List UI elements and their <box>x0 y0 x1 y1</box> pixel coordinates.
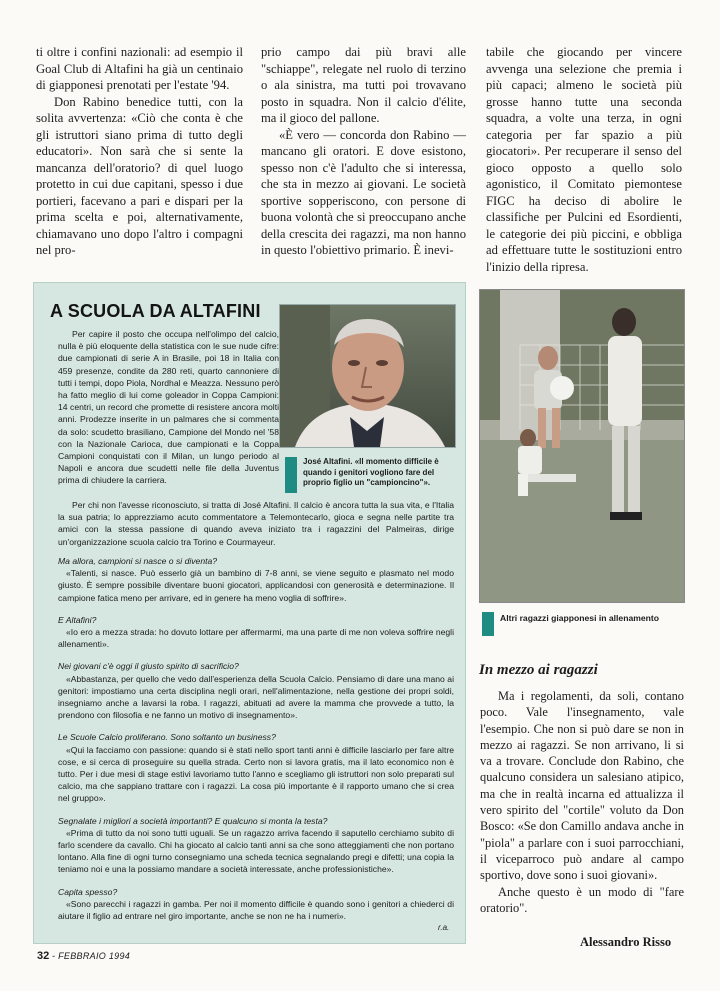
article-paragraph: Don Rabino benedice tutti, con la solita avvertenza: «Ciò che conta è che gli istruttori siano prima di tutto degli educatori». Non sarà che si sente la mancanza dell'oratorio? di quel luogo protetto in cui due capitani, spesso i due portieri, facevano a pari e dispari per la prima scelta e poi, alternativamente, chiamavano uno dopo l'altro i compagni nel pro- <box>36 94 243 257</box>
interview-qa <box>58 555 454 922</box>
author-initials: r.a. <box>438 923 450 932</box>
page-number: 32 <box>37 950 50 962</box>
altafini-photo-caption <box>303 457 453 489</box>
altafini-photo <box>279 304 456 448</box>
author-byline: Alessandro Risso <box>580 935 672 949</box>
training-photo-caption: Altri ragazzi giapponesi in allenamento <box>500 613 660 623</box>
caption-accent-bar <box>285 457 297 493</box>
interview-answer: «Qui la facciamo con passione: quando si è stati nello sport tanti anni è difficile lasciarlo per fare altre cose, e si cerca di proseguire su quella strada. Certo non si lavora gratis, ma il lato economico non è tutto. Per i due mesi di stage estivi lavoriamo tutto l'anno e scegliamo gli istruttori non solo preparati sul calcio, ma che sappiano trattare con i ragazzi. La cosa più importante è il rapporto umano che si crea nel gruppo». <box>58 744 454 804</box>
interview-question: Le Scuole Calcio proliferano. Sono soltanto un business? <box>58 732 276 743</box>
training-photo <box>479 289 685 603</box>
interview-answer: «Sono parecchi i ragazzi in gamba. Per noi il momento difficile è quando sono i genitori a chiederci di aiutare il figlio ad entrare nel giro importante, anche se non ne ha i numeri». <box>58 898 454 922</box>
issue-date: - FEBBRAIO 1994 <box>52 951 131 961</box>
interview-box <box>33 282 466 944</box>
article-paragraph: Anche questo è un modo di "fare oratorio". <box>480 884 684 915</box>
interview-question: E Altafini? <box>58 614 97 625</box>
interview-question: Capita spesso? <box>58 886 118 897</box>
box-intro: Per capire il posto che occupa nell'olimpo del calcio, nulla è più eloquente della statistica con le sue nude cifre: due campionati di serie A in Brasile, poi 18 in Italia con 459 presenze, condite da 280 reti, quarto cannoniere di tutti i tempi, dopo Piola, Nordhal e Meazza. Nessuno però ha fatto meglio di lui come goleador in Coppa Campioni: 14 centri, un record che promette di resistere ancora molti anni. Prodezze inserite in un palmares che si commenta da solo: scudetto brasiliano, Campione del Mondo nel '58 con la Nazionale Carioca, due campionati e la Coppa Campioni conquistati con il Milan, un lungo periodo al Napoli e ancora due scudetti nelle file della Juventus prima di chiudere la carriera. <box>58 329 279 486</box>
caption-quote: «Il momento difficile è quando i genitori vogliono fare del proprio figlio un "campioncino"». <box>303 457 439 488</box>
box-paragraph: Per chi non l'avesse riconosciuto, si tratta di José Altafini. Il calcio è ancora tutta la sua vita, e l'Italia la sua patria; lo apprezziamo acuto commentatore a Telemontecarlo, gioca e segna nelle partite tra amici con la stessa passione di quando aveva iniziato tra i ragazzini del Palmeiras, dirige un'organizzazione scuola calcio tra Torino e Courmayeur. <box>58 500 454 547</box>
article-paragraph: ti oltre i confini nazionali: ad esempio il Goal Club di Altafini ha già un centinaio di giapponesi prenotati per l'estate '94. <box>36 45 243 92</box>
article-column-1 <box>36 44 243 259</box>
interview-question: Ma allora, campioni si nasce o si diventa? <box>58 556 218 566</box>
interview-answer: «Talenti, si nasce. Può esserlo già un bambino di 7-8 anni, se viene seguito e plasmato nel modo giusto. È sempre possibile diventare buoni giocatori, applicandosi con generosità e determinazione. Il campione fatica meno per arrivare, ed in genere ha meno voglia di soffrire». <box>58 568 454 603</box>
article-paragraph: tabile che giocando per vincere avvenga una selezione che premia i più capaci; almeno le società più grosse hanno tutte una seconda squadra, a volte una terza, in ogni categoria per far spazio a più giocatori». Per recuperare il senso del gioco opposto a quello solo agonistico, il Comitato piemontese FIGC ha deciso di abolire le classifiche per Pulcini ed Esordienti, le categorie dei più piccini, e obbliga ad effettuare tutte le sostituzioni entro l'inizio della ripresa. <box>486 45 682 274</box>
caption-accent-bar <box>482 612 494 636</box>
article-column-3 <box>486 44 682 275</box>
interview-answer: «Io ero a mezza strada: ho dovuto lottare per affermarmi, ma una parte di me non voleva soffrire negli allenamenti». <box>58 627 454 650</box>
interview-answer: «Abbastanza, per quello che vedo dall'esperienza della Scuola Calcio. Pensiamo di dare una mano ai genitori: impostiamo una certa disciplina negli orari, nell'alimentazione, nella gestione dei propri soldi, insegniamo anche a lavarsi la roba. I ragazzi, abituati ad avere la mamma che provvede a tutto, la prendono con filosofia e ne fanno un motivo di insegnamento». <box>58 673 454 721</box>
interview-question: Segnalate i migliori a società importanti? E qualcuno si monta la testa? <box>58 815 328 826</box>
article-paragraph: «È vero — concorda don Rabino — mancano gli oratori. E dove esistono, spesso non c'è l'adulto che si interessa, che sta in mezzo ai giovani. Le società sportive sopperiscono, con persone di buona volontà che si preoccupano anche della crescita dei ragazzi, ma non hanno in questo l'obiettivo primario. È inevi- <box>261 127 466 257</box>
article-column-2 <box>261 44 466 259</box>
caption-name: José Altafini. <box>303 457 353 466</box>
box-continuation <box>58 499 454 548</box>
article-paragraph: prio campo dai più bravi alle "schiappe", relegate nel ruolo di terzino o ala sinistra, ma tutti poi trovavano posto in squadra. Non il calcio d'élite, ma il gioco del pallone. <box>261 45 466 125</box>
box-title: A SCUOLA DA ALTAFINI <box>50 301 261 321</box>
page-footer <box>37 950 130 962</box>
article-paragraph: Ma i regolamenti, da soli, contano poco. Vale l'insegnamento, vale l'esempio. Che non si può dare se non in mezzo ai ragazzi. Se non arrivano, li si va a trovare. Conclude don Rabino, che qualcuno considera un salesiano atipico, ma che in realtà incarna ed attualizza il vero spirito del "cortile" voluto da Don Bosco: «Se don Camillo andava anche in "piola" a parlare con i suoi parrocchiani, il viceparroco può andare al campo sportivo, dove sono i suoi giovani». <box>480 689 684 883</box>
article-column-4 <box>480 688 684 916</box>
section-subheading: In mezzo ai ragazzi <box>479 662 598 678</box>
interview-answer: «Prima di tutto da noi sono tutti uguali. Se un ragazzo arriva facendo il saputello cerchiamo subito di farlo scendere da cavallo. Chi ha giocato al calcio tanti anni sa che sono atteggiamenti che non portano lontano. Alla fine di ogni turno consegniamo una scheda tecnica segnalando pregi e difetti; una copia la teniamo noi e una la possiamo mandare a società interessate, anche professionistiche». <box>58 827 454 875</box>
interview-question: Nei giovani c'è oggi il giusto spirito di sacrificio? <box>58 661 239 672</box>
